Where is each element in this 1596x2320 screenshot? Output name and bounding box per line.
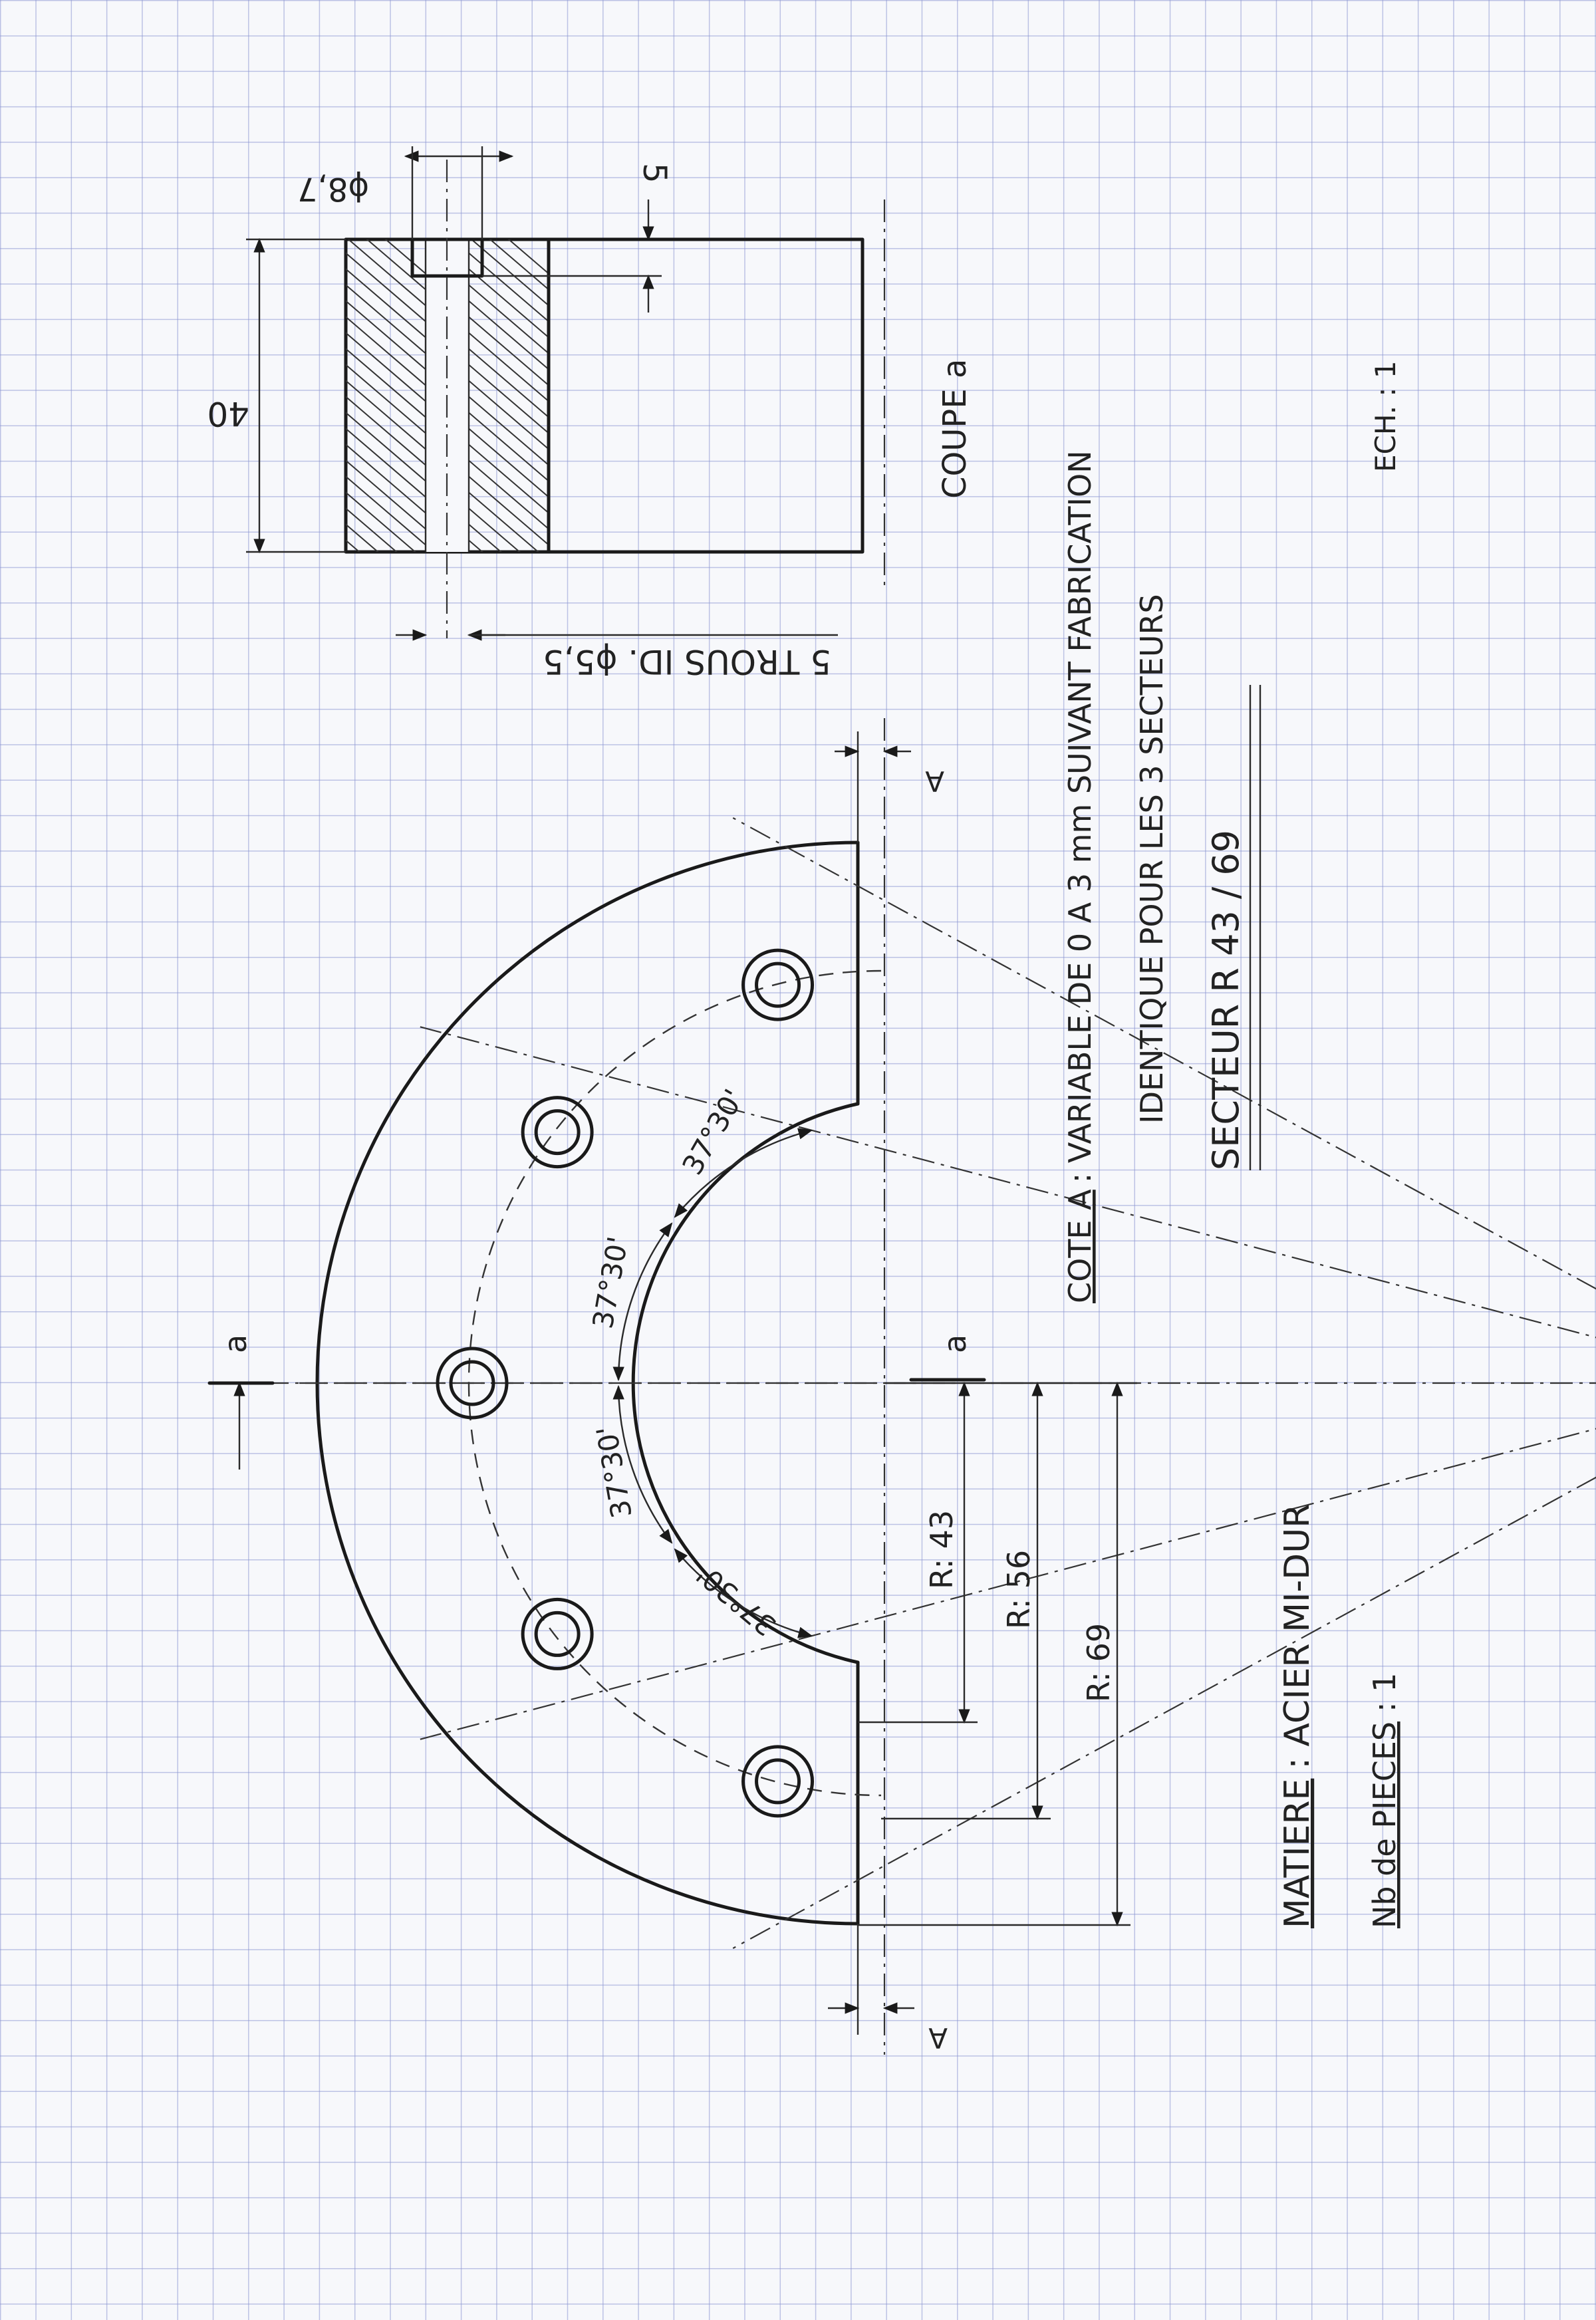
- counterbore-circle-2: [523, 1599, 592, 1668]
- hatch-line: [462, 535, 555, 614]
- cut-marker-right: a: [937, 1334, 973, 1353]
- hatch-line: [462, 519, 555, 598]
- dim-cb-depth-text: 5: [636, 163, 673, 184]
- nb-pieces-note: [1367, 1673, 1402, 1929]
- hatching-right: [462, 199, 555, 662]
- section-title: COUPE a: [936, 358, 974, 499]
- hatch-line: [339, 423, 432, 503]
- radial-line-4: [420, 1027, 1596, 1383]
- dim-r56-text: R: 56: [1001, 1549, 1037, 1629]
- hole-circle-1: [757, 1760, 799, 1803]
- hatch-line: [462, 487, 555, 567]
- hatch-line: [462, 343, 555, 423]
- angle-label-3: 37°30': [590, 1423, 638, 1521]
- hatch-line: [339, 391, 432, 471]
- angle-label-4: 37°30': [690, 1557, 783, 1642]
- hatch-line: [462, 439, 555, 519]
- matiere-label: MATIERE: [1277, 1778, 1317, 1928]
- hatch-line: [339, 375, 432, 455]
- hatching-left: [339, 199, 432, 662]
- dim-r43-text: R: 43: [924, 1509, 960, 1589]
- secteur-title: SECTEUR R 43 / 69: [1205, 829, 1247, 1170]
- gap-label-top: A: [925, 765, 944, 797]
- section-view: [207, 146, 974, 681]
- cut-marker-left: a: [217, 1334, 253, 1353]
- counterbore-circle-5: [743, 950, 813, 1019]
- hatch-line: [462, 471, 555, 551]
- hatch-line: [339, 359, 432, 439]
- hatch-line: [339, 535, 432, 614]
- cote-text: : VARIABLE DE 0 A 3 mm SUIVANT FABRICATION: [1062, 450, 1098, 1184]
- holes-note: 5 TROUS ID. ϕ5,5: [542, 642, 831, 681]
- hatch-line: [462, 327, 555, 407]
- hatch-line: [339, 279, 432, 359]
- hole-circle-4: [536, 1111, 579, 1154]
- matiere-value: : ACIER MI-DUR: [1277, 1503, 1317, 1769]
- hatch-line: [339, 439, 432, 519]
- hatch-line: [462, 375, 555, 455]
- counterbore-circle-4: [523, 1098, 592, 1167]
- hatch-line: [462, 215, 555, 295]
- hatch-line: [339, 582, 432, 662]
- hatch-line: [339, 215, 432, 295]
- gap-label-bottom: A: [928, 2021, 948, 2054]
- angle-label-1: 37°30': [676, 1083, 751, 1180]
- cote-note: [1062, 450, 1098, 1303]
- hatch-line: [462, 359, 555, 439]
- dim-height-text: 40: [207, 394, 249, 433]
- hatch-line: [339, 311, 432, 391]
- hatch-line: [339, 519, 432, 598]
- section-outline: [346, 239, 863, 552]
- hole-circle-5: [757, 964, 799, 1006]
- hatch-line: [339, 487, 432, 567]
- hole-circle-2: [536, 1612, 579, 1655]
- hatch-line: [462, 295, 555, 375]
- hatch-line: [339, 343, 432, 423]
- dim-r69-text: R: 69: [1081, 1622, 1117, 1702]
- hatch-line: [462, 582, 555, 662]
- nb-value: : 1: [1367, 1672, 1402, 1712]
- hatch-line: [462, 311, 555, 391]
- identique-note: IDENTIQUE POUR LES 3 SECTEURS: [1134, 594, 1170, 1124]
- hatch-line: [339, 503, 432, 582]
- nb-label: Nb de PIECES: [1367, 1721, 1402, 1928]
- radial-line-1: [733, 1383, 1596, 1948]
- hatch-line: [339, 231, 432, 311]
- hatch-line: [339, 471, 432, 551]
- counterbore-circle-1: [743, 1747, 813, 1816]
- hatch-line: [462, 503, 555, 582]
- cote-label: COTE A: [1062, 1190, 1098, 1303]
- hatch-line: [462, 231, 555, 311]
- hatch-line: [339, 247, 432, 327]
- hatch-line: [339, 327, 432, 407]
- hatch-line: [339, 455, 432, 535]
- hatch-line: [462, 391, 555, 471]
- hatch-line: [462, 247, 555, 327]
- hatch-line: [339, 407, 432, 487]
- hatch-line: [462, 279, 555, 359]
- hatch-line: [462, 423, 555, 503]
- scale-note: ECH. : 1: [1369, 360, 1402, 472]
- angle-label-2: 37°30': [586, 1233, 635, 1331]
- hatch-line: [339, 295, 432, 375]
- hatch-line: [462, 551, 555, 630]
- dim-cb-diameter-text: ϕ8,7: [297, 170, 369, 207]
- hatch-line: [462, 407, 555, 487]
- hatch-line: [462, 455, 555, 535]
- hatch-line: [339, 551, 432, 630]
- matiere-note: [1277, 1504, 1317, 1928]
